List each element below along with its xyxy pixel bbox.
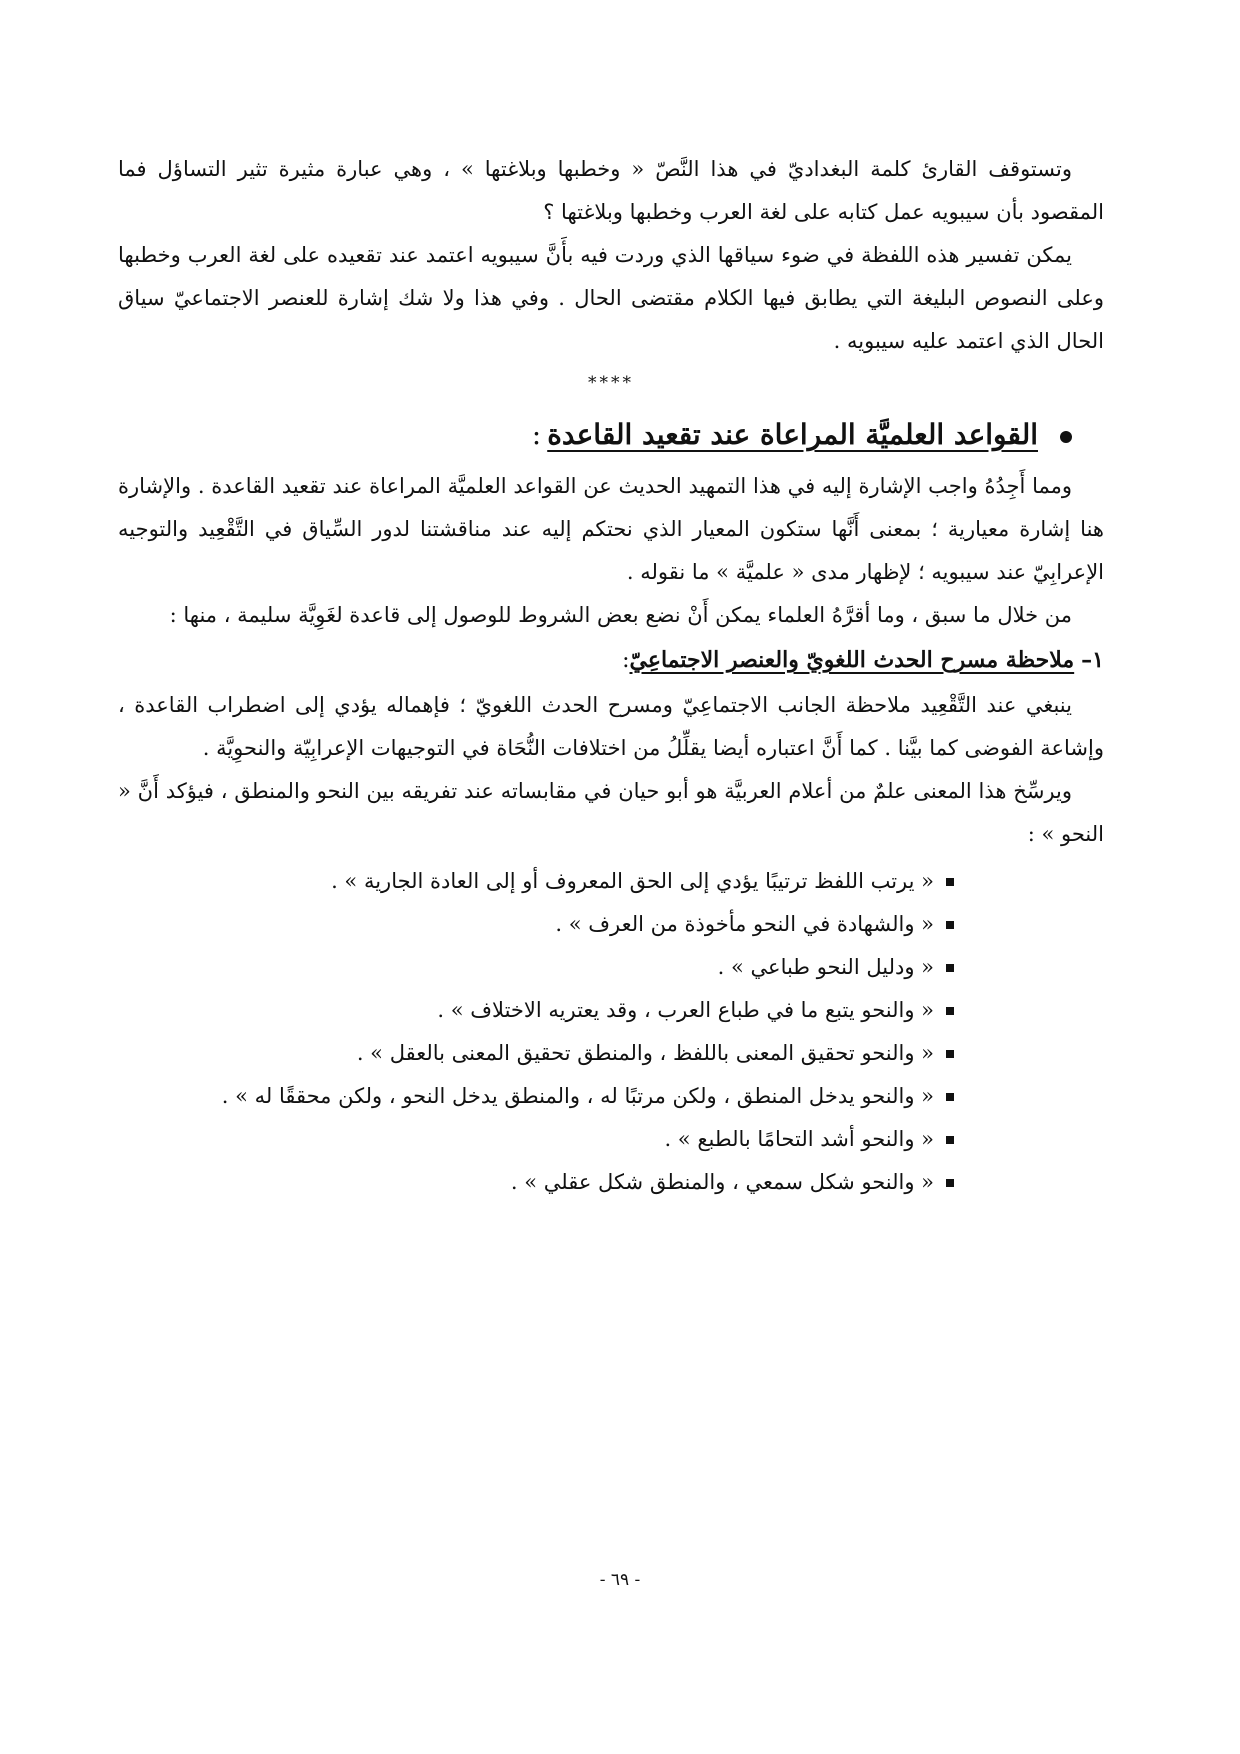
quote-text: « والنحو شكل سمعي ، والمنطق شكل عقلي » . [510, 1170, 934, 1194]
quote-list [118, 860, 1104, 1204]
subsection-title: ملاحظة مسرح الحدث اللغويّ والعنصر الاجتماعِيّ [629, 647, 1075, 673]
square-bullet-icon [946, 921, 954, 929]
intro-paragraph-2: يمكن تفسير هذه اللفظة في ضوء سياقها الذي وردت فيه بأَنَّ سيبويه اعتمد عند تقعيده على لغة العرب وخطبها وعلى النصوص البليغة التي يطابق فيها الكلام مقتضى الحال . وفي هذا ولا شك إشارة للعنصر الاجتماعيّ سياق الحال الذي اعتمد عليه سيبويه . [118, 243, 1104, 353]
list-item [118, 1032, 954, 1075]
list-item [118, 1118, 954, 1161]
subsection-colon: : [622, 648, 630, 673]
square-bullet-icon [946, 1007, 954, 1015]
square-bullet-icon [946, 964, 954, 972]
section-separator: **** [588, 373, 634, 393]
subsection-paragraph-1: ينبغي عند التَّقْعِيد ملاحظة الجانب الاجتماعِيّ ومسرح الحدث اللغويّ ؛ فإهماله يؤدي إلى اضطراب القاعدة ، وإشاعة الفوضى كما بيَّنا . كما أَنَّ اعتباره أيضا يقلِّلُ من اختلافات النُّحَاة في التوجيهات الإعرابِيّة والنحوِيَّة . [118, 693, 1104, 760]
square-bullet-icon [946, 1136, 954, 1144]
square-bullet-icon [946, 878, 954, 886]
subsection-paragraph-2: ويرسِّخ هذا المعنى علمٌ من أعلام العربيَّة هو أبو حيان في مقابساته عند تفريقه بين النحو والمنطق ، فيؤكد أَنَّ « النحو » : [118, 779, 1104, 846]
list-item [118, 903, 954, 946]
section-heading [118, 411, 1104, 459]
quote-text: « والنحو تحقيق المعنى باللفظ ، والمنطق تحقيق المعنى بالعقل » . [356, 1041, 934, 1065]
subsection-heading [118, 637, 1104, 684]
bullet-dot-icon [1060, 431, 1072, 443]
square-bullet-icon [946, 1050, 954, 1058]
section-paragraph-2: من خلال ما سبق ، وما أقرَّهُ العلماء يمكن أَنْ نضع بعض الشروط للوصول إلى قاعدة لغَوِيَّة سليمة ، منها : [169, 603, 1072, 627]
section-heading-colon: : [531, 418, 542, 451]
square-bullet-icon [946, 1093, 954, 1101]
list-item [118, 989, 954, 1032]
list-item [118, 860, 954, 903]
list-item [118, 1161, 954, 1204]
section-heading-text: القواعد العلميَّة المراعاة عند تقعيد القاعدة [547, 418, 1038, 451]
square-bullet-icon [946, 1179, 954, 1187]
quote-text: « والشهادة في النحو مأخوذة من العرف » . [555, 912, 934, 936]
subsection-number: ١– [1081, 647, 1104, 673]
section-paragraph-1: ومما أَجِدُهُ واجب الإشارة إليه في هذا التمهيد الحديث عن القواعد العلميَّة المراعاة عند تقعيد القاعدة . والإشارة هنا إشارة معيارية ؛ بمعنى أَنَّها ستكون المعيار الذي نحتكم إليه عند مناقشتنا لدور السِّياق في التَّقْعِيد والتوجيه الإعرابِيّ عند سيبويه ؛ لإظهار مدى « علميَّة » ما نقوله . [118, 474, 1104, 584]
intro-paragraph-1: وتستوقف القارئ كلمة البغداديّ في هذا النَّصّ « وخطبها وبلاغتها » ، وهي عبارة مثيرة تثير التساؤل فما المقصود بأن سيبويه عمل كتابه على لغة العرب وخطبها وبلاغتها ؟ [118, 157, 1104, 224]
quote-text: « ودليل النحو طباعي » . [717, 955, 934, 979]
quote-text: « والنحو أشد التحامًا بالطبع » . [664, 1127, 934, 1151]
list-item [118, 946, 954, 989]
list-item [118, 1075, 954, 1118]
quote-text: « والنحو يتبع ما في طباع العرب ، وقد يعتريه الاختلاف » . [437, 998, 934, 1022]
quote-text: « يرتب اللفظ ترتيبًا يؤدي إلى الحق المعروف أو إلى العادة الجارية » . [331, 869, 934, 893]
page-number: - ٦٩ - [599, 1570, 641, 1590]
quote-text: « والنحو يدخل المنطق ، ولكن مرتبًا له ، والمنطق يدخل النحو ، ولكن محققًا له » . [221, 1084, 934, 1108]
page-body [118, 148, 1104, 1204]
